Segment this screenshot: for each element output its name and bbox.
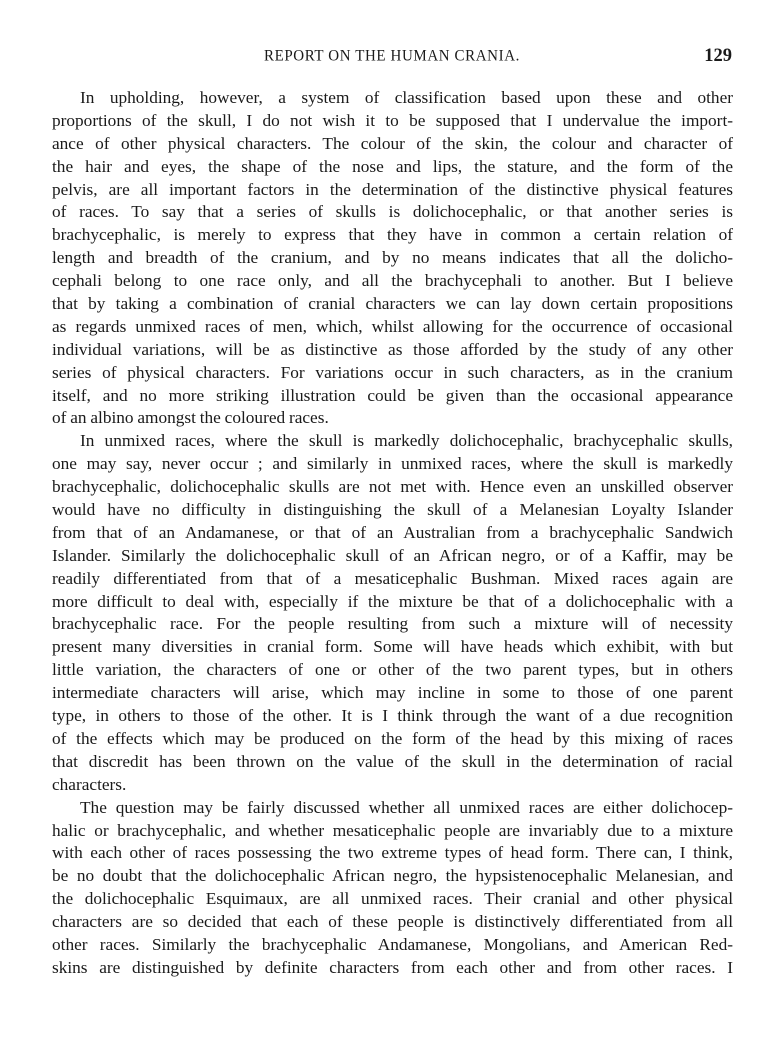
text-line: the dolichocephalic Esquimaux, are all unmixed races. Their cranial and other physical (52, 889, 733, 909)
text-line: skins are distinguished by definite characters from each other and from other races. I (52, 957, 733, 977)
text-line: itself, and no more striking illustration could be given than the occasional appearance (52, 385, 733, 405)
text-line: little variation, the characters of one or other of the two parent types, but in others (52, 660, 733, 680)
text-line: one may say, never occur ; and similarly in unmixed races, where the skull is markedly (52, 454, 733, 474)
text-line: that discredit has been thrown on the value of the skull in the determination of racial (52, 751, 733, 771)
paragraph (52, 87, 733, 430)
body-text (52, 87, 733, 980)
text-line: the hair and eyes, the shape of the nose and lips, the stature, and the form of the (52, 156, 733, 176)
text-line: of the effects which may be produced on the form of the head by this mixing of races (52, 728, 733, 748)
text-line: be no doubt that the dolichocephalic African negro, the hypsistenocephalic Melanesian, and (52, 866, 733, 886)
text-line: more difficult to deal with, especially if the mixture be that of a dolichocephalic with a (52, 591, 733, 611)
text-line: type, in others to those of the other. It is I think through the want of a due recognition (52, 706, 733, 726)
paragraph (52, 797, 733, 980)
text-line: that by taking a combination of cranial characters we can lay down certain propositions (52, 294, 733, 314)
text-line: In upholding, however, a system of classification based upon these and other (80, 88, 733, 107)
page-number: 129 (704, 46, 732, 66)
text-line: proportions of the skull, I do not wish it to be supposed that I undervalue the import- (52, 110, 733, 130)
text-line: from that of an Andamanese, or that of an Australian from a brachycephalic Sandwich (52, 522, 733, 542)
running-title: REPORT ON THE HUMAN CRANIA. (263, 47, 520, 65)
text-line: Islander. Similarly the dolichocephalic skull of an African negro, or of a Kaffir, may be (52, 545, 733, 565)
text-line: other races. Similarly the brachycephalic Andamanese, Mongolians, and American Red- (52, 934, 733, 954)
text-line: present many diversities in cranial form. Some will have heads which exhibit, with but (52, 637, 733, 657)
text-line: characters. (52, 774, 127, 794)
text-line: as regards unmixed races of men, which, whilst allowing for the occurrence of occasional (52, 316, 733, 336)
paragraph (52, 430, 733, 796)
text-line: series of physical characters. For variations occur in such characters, as in the cranium (52, 362, 733, 382)
text-line: The question may be fairly discussed whether all unmixed races are either dolichocep- (80, 797, 733, 817)
text-line: of races. To say that a series of skulls is dolichocephalic, or that another series is (52, 202, 733, 222)
page-header (52, 48, 732, 72)
text-line: would have no difficulty in distinguishing the skull of a Melanesian Loyalty Islander (52, 500, 733, 520)
text-line: readily differentiated from that of a mesaticephalic Bushman. Mixed races again are (52, 568, 733, 588)
text-line: ance of other physical characters. The colour of the skin, the colour and character of (52, 133, 733, 153)
text-line: In unmixed races, where the skull is markedly dolichocephalic, brachycephalic skulls, (80, 431, 733, 451)
text-line: characters are so decided that each of these people is distinctively differentiated from all (52, 912, 733, 932)
text-line: brachycephalic, dolichocephalic skulls are not met with. Hence even an unskilled observer (52, 477, 733, 497)
text-line: brachycephalic race. For the people resulting from such a mixture will of necessity (52, 614, 733, 634)
text-line: pelvis, are all important factors in the determination of the distinctive physical features (52, 179, 733, 199)
text-line: intermediate characters will arise, which may incline in some to those of one parent (52, 683, 733, 703)
text-line: length and breadth of the cranium, and by no means indicates that all the dolicho- (52, 248, 733, 268)
text-line: brachycephalic, is merely to express that they have in common a certain relation of (52, 225, 733, 245)
text-line: individual variations, will be as distinctive as those afforded by the study of any other (52, 339, 733, 359)
text-line: with each other of races possessing the two extreme types of head form. There can, I think, (52, 843, 733, 863)
text-line: cephali belong to one race only, and all the brachycephali to another. But I believe (52, 271, 733, 291)
text-line: halic or brachycephalic, and whether mesaticephalic people are invariably due to a mixture (52, 820, 733, 840)
text-line: of an albino amongst the coloured races. (52, 408, 329, 428)
